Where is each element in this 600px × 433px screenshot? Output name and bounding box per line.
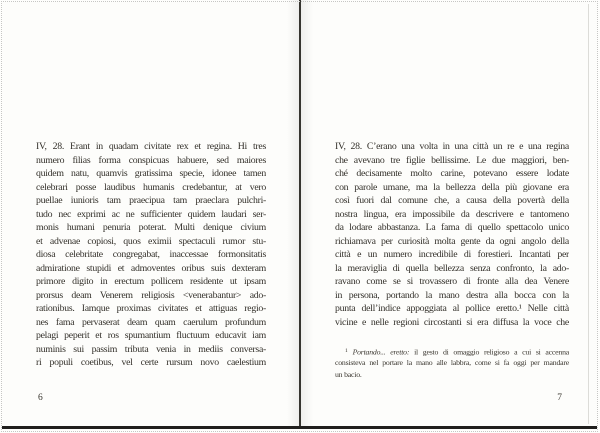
page-number-right: 7 xyxy=(557,393,562,403)
latin-text-line: diosa celebritate congregabat, inaccessae formonsitatis xyxy=(36,249,266,260)
left-page xyxy=(2,2,300,426)
latin-text-line: numero filias forma conspicuas habuere, sed maiores xyxy=(36,154,266,166)
right-page-edge xyxy=(588,4,589,424)
latin-text-line: ri populi coetibus, vel certe rursum novo caelestium xyxy=(36,357,266,368)
italian-text-line: da lodare abbastanza. La fama di quello spettacolo unico xyxy=(335,222,569,233)
italian-text-line: ché decisamente molto carine, potevano essere lodate xyxy=(335,168,569,179)
footnote-text: il gesto di omaggio religioso a cui si accenna xyxy=(409,347,569,357)
italian-text-block xyxy=(335,140,569,329)
footnote-ref: 1 xyxy=(345,348,348,354)
latin-text-line: pelagi peperit et ros spumantium fluctuum educavit iam xyxy=(36,330,266,341)
italian-text-line: in persona, portando la mano destra alla bocca con la xyxy=(335,289,569,301)
latin-text-line: prorsus deam Venerem religiosis <venerabantur> ado- xyxy=(36,289,266,301)
footnote-lemma: Portando... eretto: xyxy=(352,347,410,357)
italian-text-line: con parole umane, ma la bellezza della più giovane era xyxy=(335,181,569,193)
italian-text-line: richiamava per curiosità molta gente da ogni angolo della xyxy=(335,235,569,247)
latin-text-line: nes fama pervaserat deam quam caerulum profundum xyxy=(36,316,266,328)
italian-text-line: vicine e nelle regioni circostanti si era diffusa la voce che xyxy=(335,316,569,328)
italian-text-line: ravano come se si trovassero di fronte alla dea Venere xyxy=(335,276,569,287)
book-bottom-edge xyxy=(2,426,597,429)
latin-text-line: celebrari posse laudibus humanis credebantur, at vero xyxy=(36,181,266,193)
latin-text-line: admiratione stupidi et admoventes oribus suis dexteram xyxy=(36,262,266,274)
book-spine xyxy=(299,0,301,428)
latin-text-line: primore digito in erectum pollicem residente ut ipsam xyxy=(36,276,266,287)
footnote-line xyxy=(335,345,569,357)
latin-text-line: numinis sui passim tributa venia in mediis conversa- xyxy=(36,343,266,355)
latin-text-line: quidem natu, quamvis gratissima specie, idonee tamen xyxy=(36,168,266,179)
footnote-line: un bacio. xyxy=(335,370,362,379)
footnote-line: consisteva nel portare la mano alle labbra, come si fa oggi per mandare xyxy=(335,358,569,367)
gutter-shadow-left xyxy=(287,0,299,427)
italian-text-line: IV, 28. C’erano una volta in una città un re e una regina xyxy=(335,141,569,152)
latin-text-line: puellae iunioris tam praecipua tam praeclara pulchri- xyxy=(36,195,266,206)
latin-text-line: monis humani penuria poterat. Multi denique civium xyxy=(36,222,266,233)
latin-text-line: tudo nec exprimi ac ne sufficienter quidem laudari ser- xyxy=(36,208,266,220)
latin-text-line: IV, 28. Erant in quadam civitate rex et regina. Hi tres xyxy=(36,141,266,152)
gutter-shadow-right xyxy=(301,0,313,427)
latin-text-line: et advenae copiosi, quos eximii spectaculi rumor stu- xyxy=(36,235,266,247)
italian-text-line: la meraviglia di quella bellezza senza confronto, la ado- xyxy=(335,262,569,274)
right-page xyxy=(300,2,597,426)
italian-text-line: punta dell’indice appoggiata al pollice eretto.¹ Nelle città xyxy=(335,303,569,314)
latin-text-block xyxy=(36,140,266,370)
italian-text-line: così fuori dal comune che, a causa della povertà della xyxy=(335,195,569,206)
latin-text-line: rationibus. Iamque proximas civitates et attiguas regio- xyxy=(36,303,266,314)
italian-text-line: che avevano tre figlie bellissime. Le due maggiori, ben- xyxy=(335,154,569,166)
italian-text-line: città e un numero incredibile di forestieri. Incantati per xyxy=(335,249,569,260)
footnote xyxy=(335,345,569,381)
page-number-left: 6 xyxy=(38,393,43,403)
italian-text-line: nostra lingua, era impossibile da descrivere e tantomeno xyxy=(335,208,569,220)
